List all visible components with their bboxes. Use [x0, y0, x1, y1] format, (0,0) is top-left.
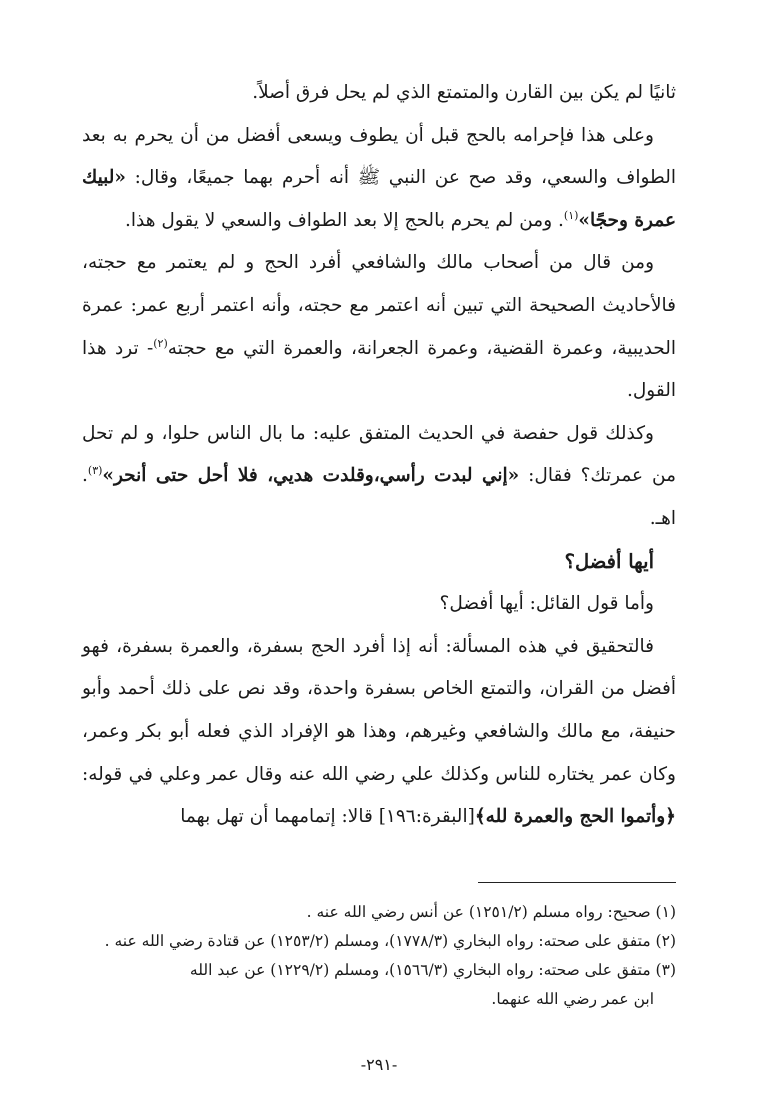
paragraph-6-text-b: قالا: إتمامهما أن تهل بهما [180, 806, 379, 828]
paragraph-3-text-b: - ترد هذا القول. [82, 337, 676, 402]
quran-reference: [البقرة:١٩٦] [378, 806, 475, 828]
paragraph-3-text-a: ومن قال من أصحاب مالك والشافعي أفرد الحج و لم يعتمر مع حجته، فالأحاديث الصحيحة التي تبين أنه اعتمر مع حجته، وأنه اعتمر أربع عمر: عمرة الحديبية، وعمرة القضية، وعمرة الجعرانة، والعمرة التي مع حجته [82, 252, 677, 359]
paragraph-6-text-a: فالتحقيق في هذه المسألة: أنه إذا أفرد الحج بسفرة، والعمرة بسفرة، فهو أفضل من القران، والتمتع الخاص بسفرة واحدة، وقد نص على ذلك أحمد وأبو حنيفة، مع مالك والشافعي وغيرهم، وهذا هو الإفراد الذي فعله أبو بكر وعمر، وكان عمر يختاره للناس وكذلك علي رضي الله عنه وقال عمر وعلي في قوله: [82, 635, 676, 785]
footnote-1: (١) صحيح: رواه مسلم (١٢٥١/٢) عن أنس رضي الله عنه . [306, 903, 676, 921]
main-text [82, 72, 676, 839]
paragraph-4-text-a: وكذلك قول حفصة في الحديث المتفق عليه: ما بال الناس حلوا، و لم تحل من عمرتك؟ فقال: [82, 422, 676, 487]
paragraph-5: وأما قول القائل: أيها أفضل؟ [439, 593, 654, 615]
section-heading: أيها أفضل؟ [564, 549, 654, 573]
paragraph-1: ثانيًا لم يكن بين القارن والمتمتع الذي لم يحل فرق أصلاً. [252, 82, 676, 103]
paragraph-2 [82, 115, 676, 243]
paragraph-4-text-b: . اهـ. [82, 465, 676, 529]
footnotes [82, 898, 676, 1014]
footnote-3-continuation: ابن عمر رضي الله عنهما. [491, 990, 654, 1008]
paragraph-4 [82, 413, 676, 541]
footnote-2: (٢) متفق على صحته: رواه البخاري (١٧٧٨/٣)، ومسلم (١٢٥٣/٢) عن قتادة رضي الله عنه . [104, 932, 676, 950]
paragraph-2-text-a: وعلى هذا فإحرامه بالحج قبل أن يطوف ويسعى أفضل من أن يحرم به بعد الطواف والسعي، وقد صح عن النبي ﷺ أنه أحرم بهما جميعًا، وقال: [82, 124, 676, 189]
paragraph-2-text-b: . ومن لم يحرم بالحج إلا بعد الطواف والسعي لا يقول هذا. [124, 209, 564, 231]
footnote-ref-1: (١) [563, 208, 579, 222]
paragraph-3 [82, 242, 676, 412]
footnote-separator [478, 882, 676, 883]
hadith-quote: «إني لبدت رأسي،وقلدت هديي، فلا أحل حتى أنحر» [102, 465, 520, 487]
footnote-ref-2: (٢) [153, 336, 168, 350]
footnote-ref-3: (٣) [87, 464, 103, 478]
page-number: -٢٩١- [360, 1055, 398, 1074]
paragraph-6 [82, 626, 676, 839]
footnote-3: (٣) متفق على صحته: رواه البخاري (١٥٦٦/٣)، ومسلم (١٢٢٩/٢) عن عبد الله [189, 961, 676, 979]
quran-quote: ﴿وأتموا الحج والعمرة لله﴾ [474, 806, 676, 828]
talbiya-quote: «لبيك عمرة وحجًا» [82, 167, 676, 231]
